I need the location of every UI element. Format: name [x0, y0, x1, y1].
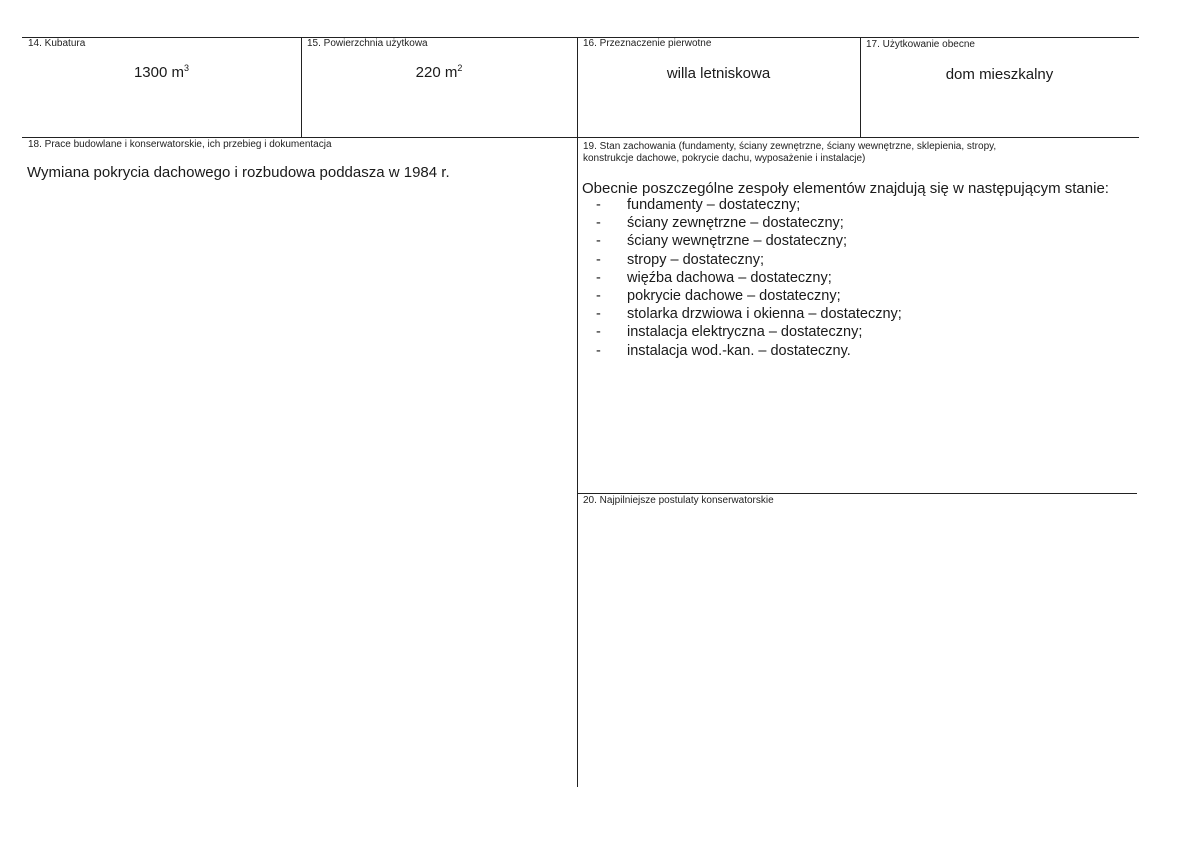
- kubatura-exponent: 3: [184, 63, 190, 73]
- list-item: [582, 214, 902, 232]
- section-20-top-border: [578, 493, 1137, 494]
- powierzchnia-number: 220 m: [415, 64, 458, 81]
- divider-16-17: [860, 37, 861, 137]
- list-item-text: ściany zewnętrzne – dostateczny;: [627, 215, 844, 232]
- bullet-dash: -: [596, 197, 601, 213]
- list-item-text: pokrycie dachowe – dostateczny;: [627, 288, 841, 305]
- powierzchnia-label: 15. Powierzchnia użytkowa: [307, 38, 428, 49]
- prace-value: Wymiana pokrycia dachowego i rozbudowa poddasza w 1984 r.: [27, 164, 450, 181]
- bullet-dash: -: [596, 342, 601, 359]
- list-item-text: fundamenty – dostateczny;: [627, 197, 801, 213]
- stan-label-line1: 19. Stan zachowania (fundamenty, ściany zewnętrzne, ściany wewnętrzne, sklepienia, stropy,: [583, 141, 997, 152]
- uzytkowanie-value: dom mieszkalny: [945, 66, 1054, 83]
- stan-intro: Obecnie poszczególne zespoły elementów znajdują się w następującym stanie:: [582, 180, 1109, 197]
- list-item: [582, 232, 902, 250]
- powierzchnia-exponent: 2: [457, 63, 463, 73]
- bullet-dash: -: [596, 324, 601, 341]
- list-item-text: więźba dachowa – dostateczny;: [627, 269, 832, 286]
- kubatura-value: [22, 64, 301, 81]
- bullet-dash: -: [596, 233, 601, 250]
- list-item: [582, 269, 902, 287]
- bullet-dash: -: [596, 306, 601, 323]
- list-item: [582, 196, 902, 214]
- postulaty-label: 20. Najpilniejsze postulaty konserwatorskie: [583, 495, 774, 506]
- divider-main: [577, 37, 578, 787]
- list-item-text: instalacja wod.-kan. – dostateczny.: [627, 342, 851, 359]
- stan-label-line2: konstrukcje dachowe, pokrycie dachu, wyposażenie i instalacje): [583, 153, 866, 164]
- kubatura-number: 1300 m: [133, 64, 185, 81]
- stan-list: [582, 196, 902, 360]
- list-item: [582, 305, 902, 323]
- list-item: [582, 342, 902, 360]
- przeznaczenie-label: 16. Przeznaczenie pierwotne: [583, 38, 712, 49]
- list-item: [582, 323, 902, 341]
- przeznaczenie-value: willa letniskowa: [666, 65, 771, 82]
- top-border: [22, 37, 1139, 38]
- list-item-text: stolarka drzwiowa i okienna – dostateczny;: [627, 306, 902, 323]
- list-item-text: stropy – dostateczny;: [627, 251, 765, 268]
- list-item: [582, 287, 902, 305]
- bullet-dash: -: [596, 215, 601, 232]
- row1-bottom-border: [22, 137, 1139, 138]
- list-item: [582, 251, 902, 269]
- bullet-dash: -: [596, 269, 601, 286]
- powierzchnia-value: [301, 64, 577, 81]
- bullet-dash: -: [596, 251, 601, 268]
- bullet-dash: -: [596, 288, 601, 305]
- divider-14-15: [301, 37, 302, 137]
- list-item-text: ściany wewnętrzne – dostateczny;: [627, 233, 848, 250]
- kubatura-label: 14. Kubatura: [28, 38, 86, 49]
- uzytkowanie-label: 17. Użytkowanie obecne: [866, 39, 975, 50]
- list-item-text: instalacja elektryczna – dostateczny;: [627, 324, 863, 341]
- prace-label: 18. Prace budowlane i konserwatorskie, ich przebieg i dokumentacja: [28, 139, 332, 150]
